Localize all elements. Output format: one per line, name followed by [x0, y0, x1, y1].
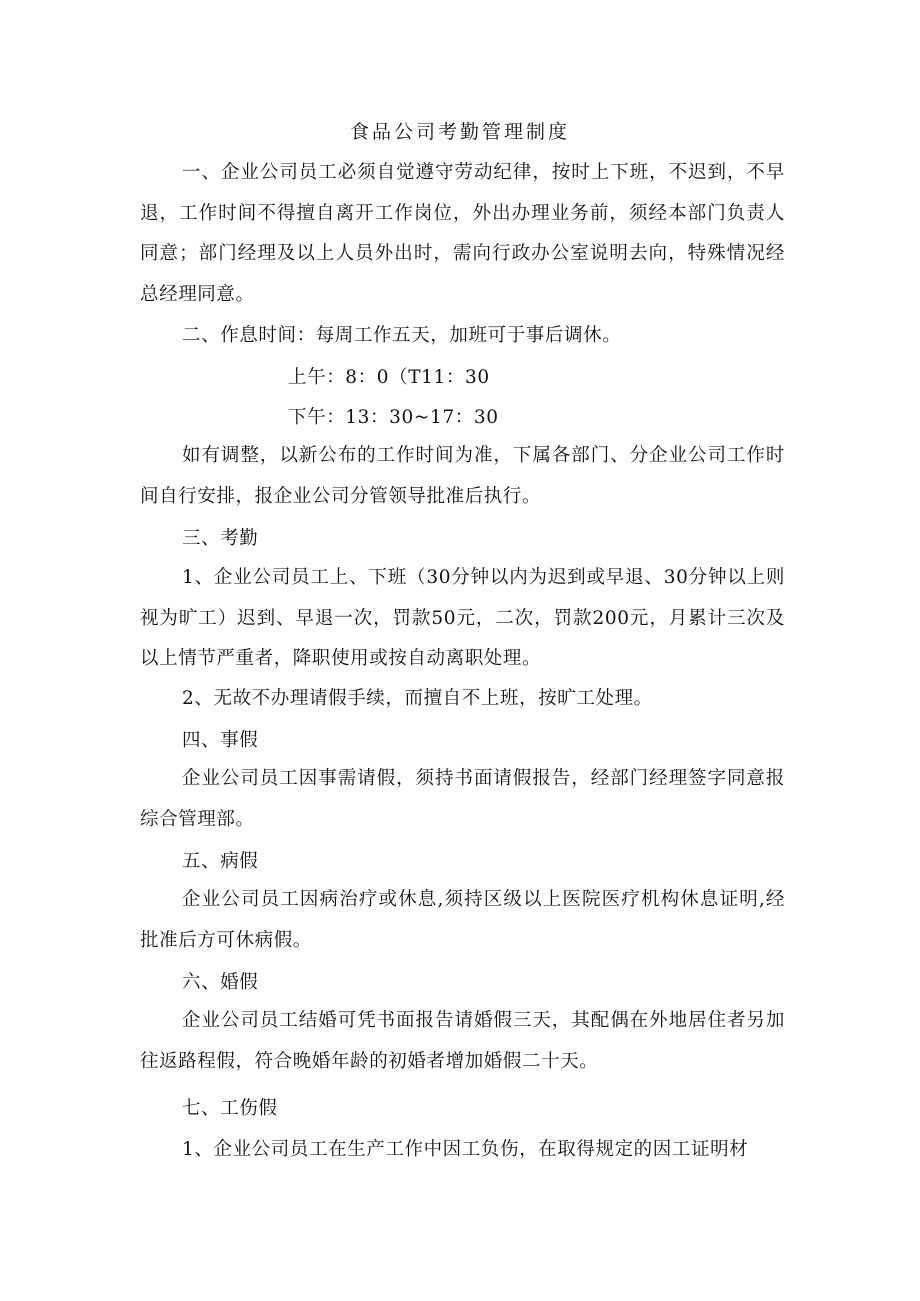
- paragraph-marriage-leave: 企业公司员工结婚可凭书面报告请婚假三天，其配偶在外地居住者另加往返路程假，符合晚婚年龄的初婚者增加婚假二十天。: [140, 1010, 785, 1072]
- paragraph-discipline: 一、企业公司员工必须自觉遵守劳动纪律，按时上下班，不迟到，不早退，工作时间不得擅自离开工作岗位，外出办理业务前，须经本部门负责人同意；部门经理及以上人员外出时，需向行政办公室说明去向，特殊情况经总经理同意。: [140, 162, 785, 305]
- heading-injury-leave: 七、工伤假: [182, 1098, 278, 1119]
- paragraph-lateness-rules: 1、企业公司员工上、下班（30分钟以内为迟到或早退、30分钟以上则视为旷工）迟到、早退一次，罚款50元，二次，罚款200元，月累计三次及以上情节严重者，降职使用或按自动离职处理。: [140, 567, 785, 669]
- paragraph-personal-leave: 企业公司员工因事需请假，须持书面请假报告，经部门经理签字同意报综合管理部。: [140, 768, 785, 830]
- time-afternoon: 下午：13：30~17：30: [288, 407, 499, 428]
- heading-sick-leave: 五、病假: [182, 851, 259, 872]
- heading-attendance: 三、考勤: [182, 528, 259, 549]
- heading-personal-leave: 四、事假: [182, 730, 259, 751]
- paragraph-sick-leave: 企业公司员工因病治疗或休息,须持区级以上医院医疗机构休息证明,经批准后方可休病假。: [140, 889, 785, 951]
- paragraph-work-hours: 二、作息时间：每周工作五天，加班可于事后调休。: [182, 325, 622, 346]
- time-morning: 上午：8：0（T11：30: [288, 367, 490, 388]
- paragraph-adjustment: 如有调整，以新公布的工作时间为准，下属各部门、分企业公司工作时间自行安排，报企业公司分管领导批准后执行。: [140, 445, 785, 507]
- document-title: 食品公司考勤管理制度: [349, 121, 570, 143]
- heading-marriage-leave: 六、婚假: [182, 972, 259, 993]
- paragraph-injury-leave: 1、企业公司员工在生产工作中因工负伤，在取得规定的因工证明材: [182, 1139, 749, 1160]
- paragraph-absence: 2、无故不办理请假手续，而擅自不上班，按旷工处理。: [182, 688, 653, 709]
